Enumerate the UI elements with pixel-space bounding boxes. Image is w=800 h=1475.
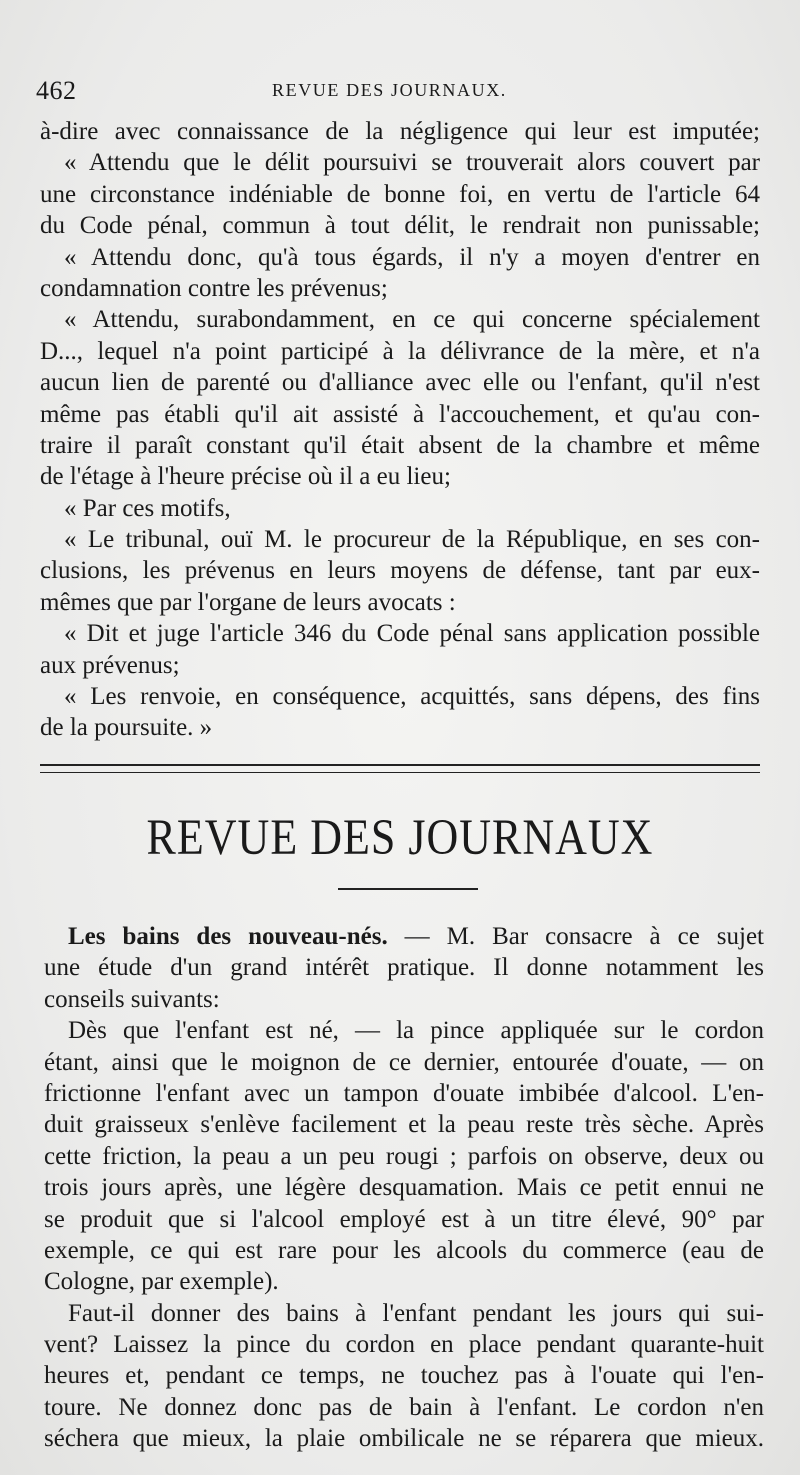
text-line: « Attendu que le délit poursuivi se trouverait alors couvert par (64, 149, 760, 177)
text-line: étant, ainsi que le moignon de ce dernier, entourée d'ouate, — on (44, 1048, 764, 1076)
title-underline (338, 888, 478, 890)
judgment-text (40, 116, 760, 744)
text-line: « Par ces motifs, (64, 494, 231, 522)
text-line: aux prévenus; (40, 651, 180, 679)
running-head: REVUE DES JOURNAUX. (272, 80, 507, 100)
text-line: « Les renvoie, en conséquence, acquittés, sans dépens, des fins (64, 683, 760, 711)
text-line: une étude d'un grand intérêt pratique. Il donne notamment les (44, 954, 764, 982)
text-line: Dès que l'enfant est né, — la pince appliquée sur le cordon (68, 1017, 764, 1045)
text-line: se produit que si l'alcool employé est à un titre élevé, 90° par (44, 1205, 764, 1233)
text-line: « Dit et juge l'article 346 du Code pénal sans application possible (64, 620, 760, 648)
text-line: vent? Laissez la pince du cordon en place pendant quarante-huit (44, 1331, 764, 1359)
text-line: exemple, ce qui est rare pour les alcools du commerce (eau de (44, 1236, 764, 1264)
text-line: condamnation contre les prévenus; (40, 274, 388, 302)
text-line: conseils suivants: (44, 985, 220, 1013)
text-line: de la poursuite. » (40, 714, 213, 742)
text-line: une circonstance indéniable de bonne foi, en vertu de l'article 64 (40, 180, 760, 208)
text-line: aucun lien de parenté ou d'alliance avec elle ou l'enfant, qu'il n'est (40, 369, 760, 397)
text-line: « Attendu, surabondamment, en ce qui concerne spécialement (64, 306, 760, 334)
text-line: « Le tribunal, ouï M. le procureur de la République, en ses con- (64, 526, 760, 554)
text-line: D..., lequel n'a point participé à la délivrance de la mère, et n'a (40, 337, 760, 365)
article-first-line (44, 921, 764, 952)
article-text (44, 921, 764, 1455)
text-line: heures et, pendant ce temps, ne touchez pas à l'ouate qui l'en- (44, 1362, 764, 1390)
text-line: clusions, les prévenus en leurs moyens de défense, tant par eux- (40, 557, 760, 585)
section-title: REVUE DES JOURNAUX (146, 809, 654, 866)
text-line: à-dire avec connaissance de la négligence qui leur est imputée; (40, 118, 760, 145)
text-line: « Attendu donc, qu'à tous égards, il n'y a moyen d'entrer en (64, 243, 760, 271)
text-line: cette friction, la peau a un peu rougi ; parfois on observe, deux ou (44, 1142, 764, 1170)
text-line: de l'étage à l'heure précise où il a eu lieu; (40, 463, 451, 491)
text-line: séchera que mieux, la plaie ombilicale ne se réparera que mieux. (44, 1425, 764, 1453)
text-line: Faut-il donner des bains à l'enfant pendant les jours qui sui- (68, 1299, 764, 1327)
text-line: du Code pénal, commun à tout délit, le rendrait non punissable; (40, 212, 760, 240)
article-first-line-rest: — M. Bar consacre à ce sujet (387, 923, 764, 950)
text-line: Cologne, par exemple). (44, 1268, 279, 1296)
text-line: toure. Ne donnez donc pas de bain à l'enfant. Le cordon n'en (44, 1393, 764, 1421)
article-run-in-title: Les bains des nouveau-nés. (68, 923, 388, 950)
text-line: traire il paraît constant qu'il était absent de la chambre et même (40, 431, 760, 459)
text-line: mêmes que par l'organe de leurs avocats : (40, 588, 456, 616)
text-line: duit graisseux s'enlève facilement et la peau reste très sèche. Après (44, 1111, 764, 1139)
double-rule-divider (40, 764, 760, 773)
text-line: trois jours après, une légère desquamation. Mais ce petit ennui ne (44, 1174, 764, 1202)
text-line: même pas établi qu'il ait assisté à l'accouchement, et qu'au con- (40, 400, 760, 428)
text-line: frictionne l'enfant avec un tampon d'ouate imbibée d'alcool. L'en- (44, 1079, 764, 1107)
page-number: 462 (36, 76, 77, 105)
